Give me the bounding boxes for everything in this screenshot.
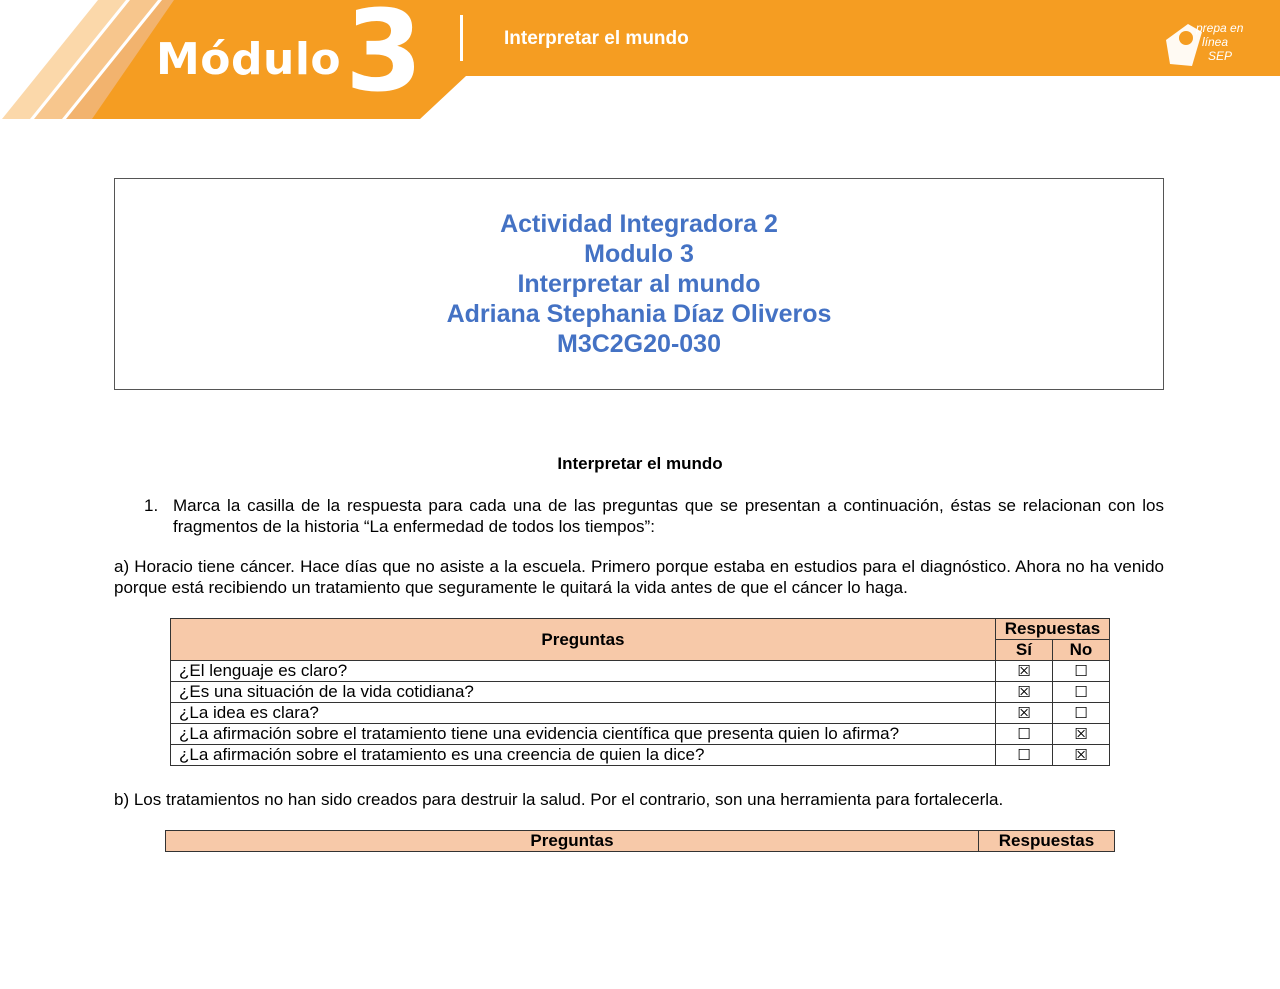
prepa-en-linea-logo-icon (1162, 18, 1244, 70)
table-row (171, 724, 1110, 745)
header-yes: Sí (995, 640, 1052, 661)
table-row (171, 745, 1110, 766)
question-cell: ¿Es una situación de la vida cotidiana? (171, 682, 996, 703)
table-header-row (166, 831, 1115, 852)
section-heading: Interpretar el mundo (557, 454, 723, 473)
checkbox-yes[interactable]: ☒ (995, 682, 1052, 703)
instruction-number: 1. (144, 496, 159, 515)
questions-table-a (170, 618, 1110, 766)
checkbox-yes[interactable]: ☒ (995, 661, 1052, 682)
table-row (171, 703, 1110, 724)
paragraph-a: a) Horacio tiene cáncer. Hace días que no asiste a la escuela. Primero porque estaba en estudios para el diagnóstico. Ahora no ha venido porque está recibiendo un tratamiento que seguramente le quitará la vida antes de que el cáncer lo haga. (114, 557, 1164, 597)
instruction-item (144, 495, 1164, 537)
title-box (114, 178, 1164, 390)
checkbox-yes[interactable]: ☐ (995, 724, 1052, 745)
checkbox-no[interactable]: ☐ (1052, 703, 1109, 724)
module-word: Módulo (156, 34, 342, 85)
question-cell: ¿El lenguaje es claro? (171, 661, 996, 682)
table-row (171, 682, 1110, 703)
title-subject: Interpretar al mundo (517, 270, 761, 298)
checkbox-no[interactable]: ☒ (1052, 724, 1109, 745)
banner-separator (460, 15, 463, 61)
table-header-row (171, 619, 1110, 640)
instruction-text: Marca la casilla de la respuesta para cada una de las preguntas que se presentan a continuación, éstas se relacionan con los fragmentos de la historia “La enfermedad de todos los tiempos”: (173, 496, 1164, 536)
question-cell: ¿La afirmación sobre el tratamiento tiene una evidencia científica que presenta quien lo afirma? (171, 724, 996, 745)
paragraph-b: b) Los tratamientos no han sido creados para destruir la salud. Por el contrario, son una herramienta para fortalecerla. (114, 790, 1004, 809)
question-cell: ¿La idea es clara? (171, 703, 996, 724)
header-banner (0, 0, 1280, 125)
title-activity: Actividad Integradora 2 (500, 210, 778, 238)
title-module: Modulo 3 (584, 240, 694, 268)
logo-text-linea: línea (1202, 35, 1229, 49)
title-student-name: Adriana Stephania Díaz Oliveros (446, 300, 832, 328)
table-row (171, 661, 1110, 682)
header-questions: Preguntas (166, 831, 979, 852)
question-cell: ¿La afirmación sobre el tratamiento es una creencia de quien la dice? (171, 745, 996, 766)
checkbox-no[interactable]: ☐ (1052, 661, 1109, 682)
header-answers: Respuestas (995, 619, 1109, 640)
module-number: 3 (345, 0, 423, 117)
checkbox-yes[interactable]: ☒ (995, 703, 1052, 724)
checkbox-yes[interactable]: ☐ (995, 745, 1052, 766)
logo-text-sep: SEP (1208, 49, 1233, 63)
header-questions: Preguntas (171, 619, 996, 661)
logo-text-prepa-en: prepa en (1196, 21, 1244, 35)
checkbox-no[interactable]: ☐ (1052, 682, 1109, 703)
header-no: No (1052, 640, 1109, 661)
header-answers: Respuestas (979, 831, 1115, 852)
banner-subtitle: Interpretar el mundo (504, 28, 689, 49)
logo-circle (1179, 31, 1193, 45)
title-group-code: M3C2G20-030 (557, 330, 721, 358)
questions-table-b (165, 830, 1115, 852)
checkbox-no[interactable]: ☒ (1052, 745, 1109, 766)
